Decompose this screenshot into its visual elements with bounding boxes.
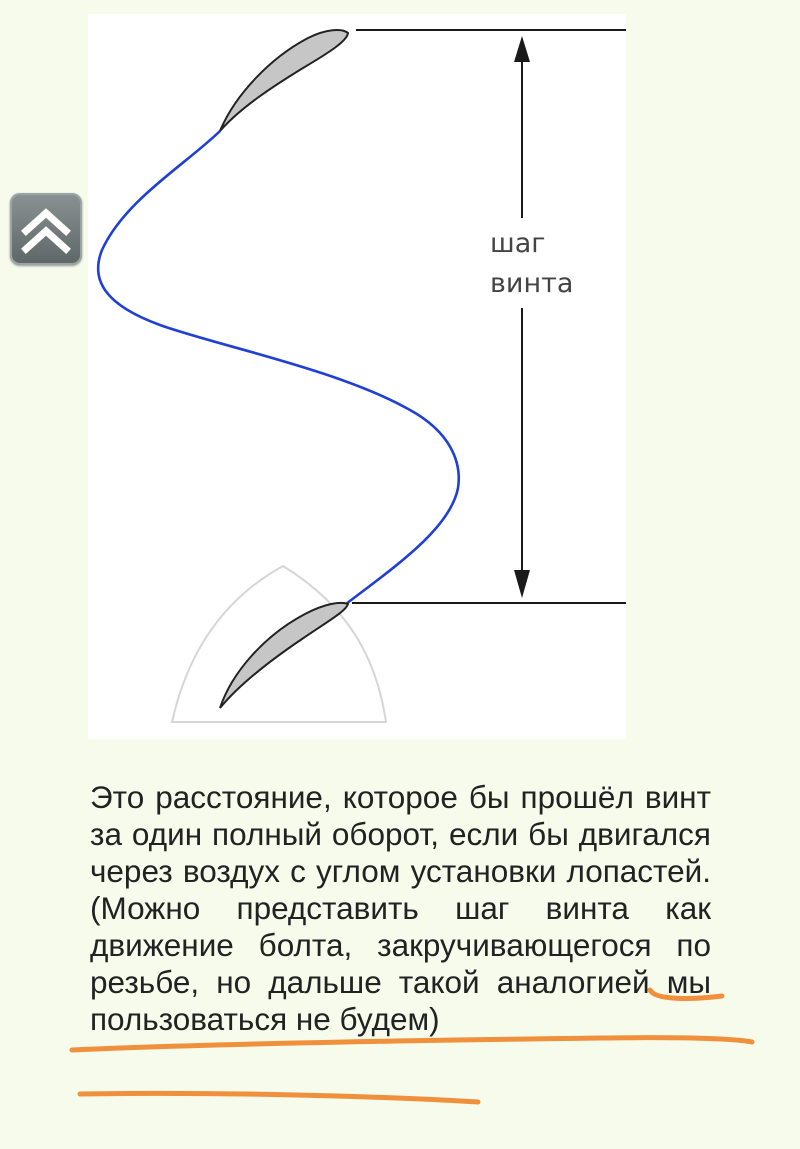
underline-stroke-3: [80, 1093, 478, 1102]
upper-blade-airfoil: [220, 30, 348, 131]
pitch-label-line-1: шаг: [490, 228, 546, 259]
scroll-to-top-button[interactable]: [10, 193, 82, 265]
lower-blade-airfoil: [220, 603, 348, 708]
caption-paragraph: Это расстояние, которое бы прошёл винт за один полный оборот, если бы двигался через воздух с углом установки лопастей. (Можно представить шаг винта как движение болта, закручивающегося по резьбе, но дальше такой аналогией мы пользоваться не будем): [90, 779, 711, 1037]
blade-tip-helix-path: [98, 131, 459, 604]
pitch-arrow-head-down: [514, 570, 530, 598]
pitch-arrow-head-up: [514, 36, 530, 62]
underline-stroke-2: [72, 1038, 752, 1050]
pitch-label-line-2: винта: [490, 268, 574, 299]
double-chevron-up-icon: [10, 193, 82, 265]
